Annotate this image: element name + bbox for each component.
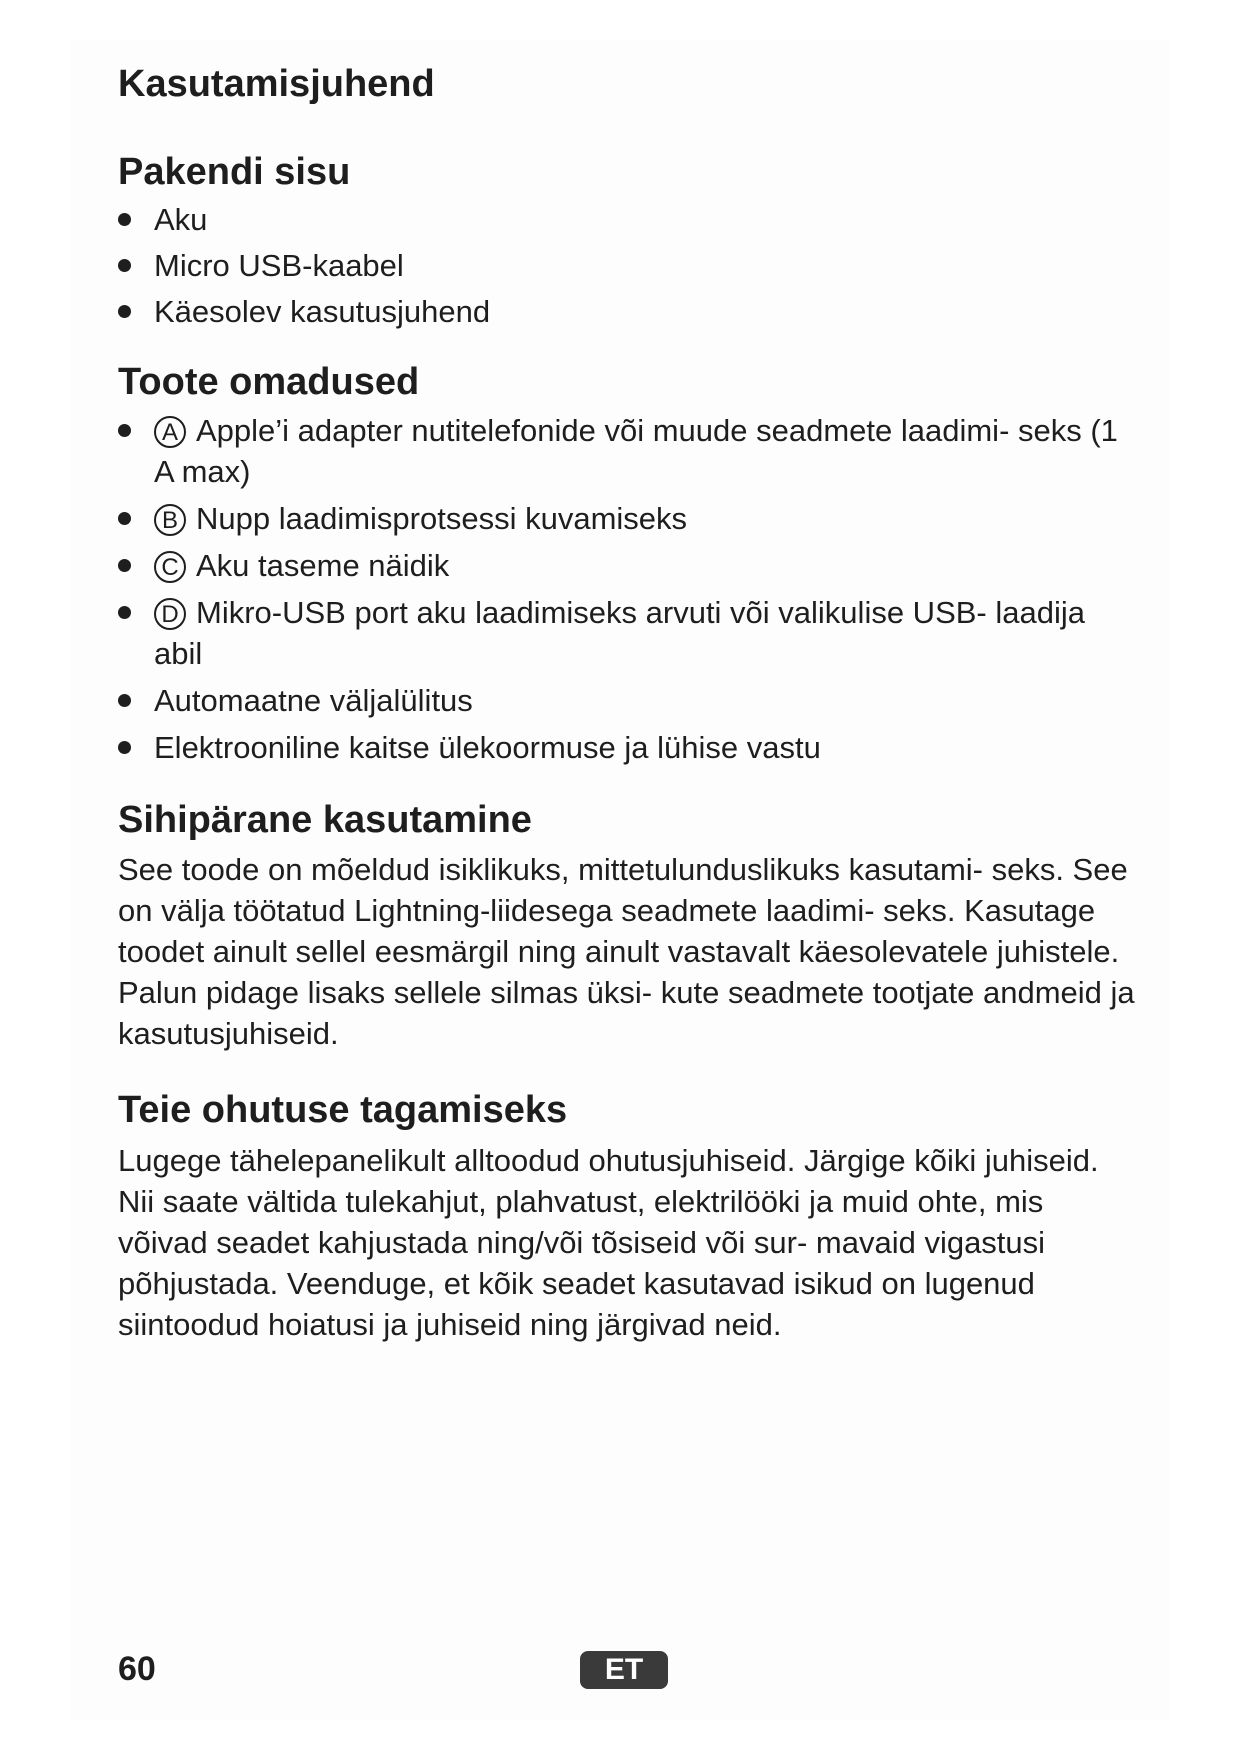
circled-letter-a-icon: A: [154, 416, 186, 448]
list-item: Aku: [118, 199, 1138, 240]
intended-use-paragraph: See toode on mõeldud isiklikuks, mittetulunduslikuks kasutami- seks. See on välja töötatud Lightning-liidesega seadmete laadimi- seks. Kasutage toodet ainult sellel eesmärgil ning ainult vastavalt käesolevatele juhistele. Palun pidage lisaks sellele silmas üksi- kute seadmete tootjate andmeid ja kasutusjuhiseid.: [118, 852, 1135, 1052]
circled-letter-d-icon: D: [154, 598, 186, 630]
circled-letter-b-icon: B: [154, 504, 186, 536]
bullet-icon: [118, 559, 131, 572]
list-item: Micro USB-kaabel: [118, 245, 1138, 286]
document-content: [118, 62, 1138, 1345]
bullet-icon: [118, 512, 131, 525]
list-item: Elektrooniline kaitse ülekoormuse ja lühise vastu: [118, 727, 1138, 768]
safety-heading: Teie ohutuse tagamiseks: [118, 1089, 568, 1132]
safety-paragraph: Lugege tähelepanelikult alltoodud ohutusjuhiseid. Järgige kõiki juhiseid. Nii saate vältida tulekahjut, plahvatust, elektrilööki ja muid ohte, mis võivad seadet kahjustada ning/või tõsiseid või sur- mavaid vigastusi põhjustada. Veenduge, et kõik seadet kasutavad isikud on lugenud siintoodud hoiatusi ja juhiseid ning järgivad neid.: [118, 1142, 1099, 1342]
bullet-icon: [118, 424, 131, 437]
list-item: Automaatne väljalülitus: [118, 680, 1138, 721]
package-contents-list: [118, 199, 1138, 332]
list-item: Käesolev kasutusjuhend: [118, 291, 1138, 332]
bullet-icon: [118, 213, 131, 226]
intended-use-heading: Sihipärane kasutamine: [118, 798, 532, 841]
document-title: Kasutamisjuhend: [118, 63, 435, 105]
page-number: 60: [118, 1650, 156, 1688]
list-item: A Apple’i adapter nutitelefonide või muude seadmete laadimi- seks (1 A max): [118, 410, 1138, 492]
features-heading: Toote omadused: [118, 361, 420, 404]
bullet-icon: [118, 606, 131, 619]
bullet-icon: [118, 741, 131, 754]
features-list: [118, 410, 1138, 768]
circled-letter-c-icon: C: [154, 551, 186, 583]
bullet-icon: [118, 305, 131, 318]
package-contents-heading: Pakendi sisu: [118, 150, 351, 193]
list-item: B Nupp laadimisprotsessi kuvamiseks: [118, 498, 1138, 539]
bullet-icon: [118, 259, 131, 272]
list-item: D Mikro-USB port aku laadimiseks arvuti või valikulise USB- laadija abil: [118, 592, 1138, 674]
bullet-icon: [118, 694, 131, 707]
list-item: C Aku taseme näidik: [118, 545, 1138, 586]
language-badge: ET: [580, 1651, 668, 1689]
